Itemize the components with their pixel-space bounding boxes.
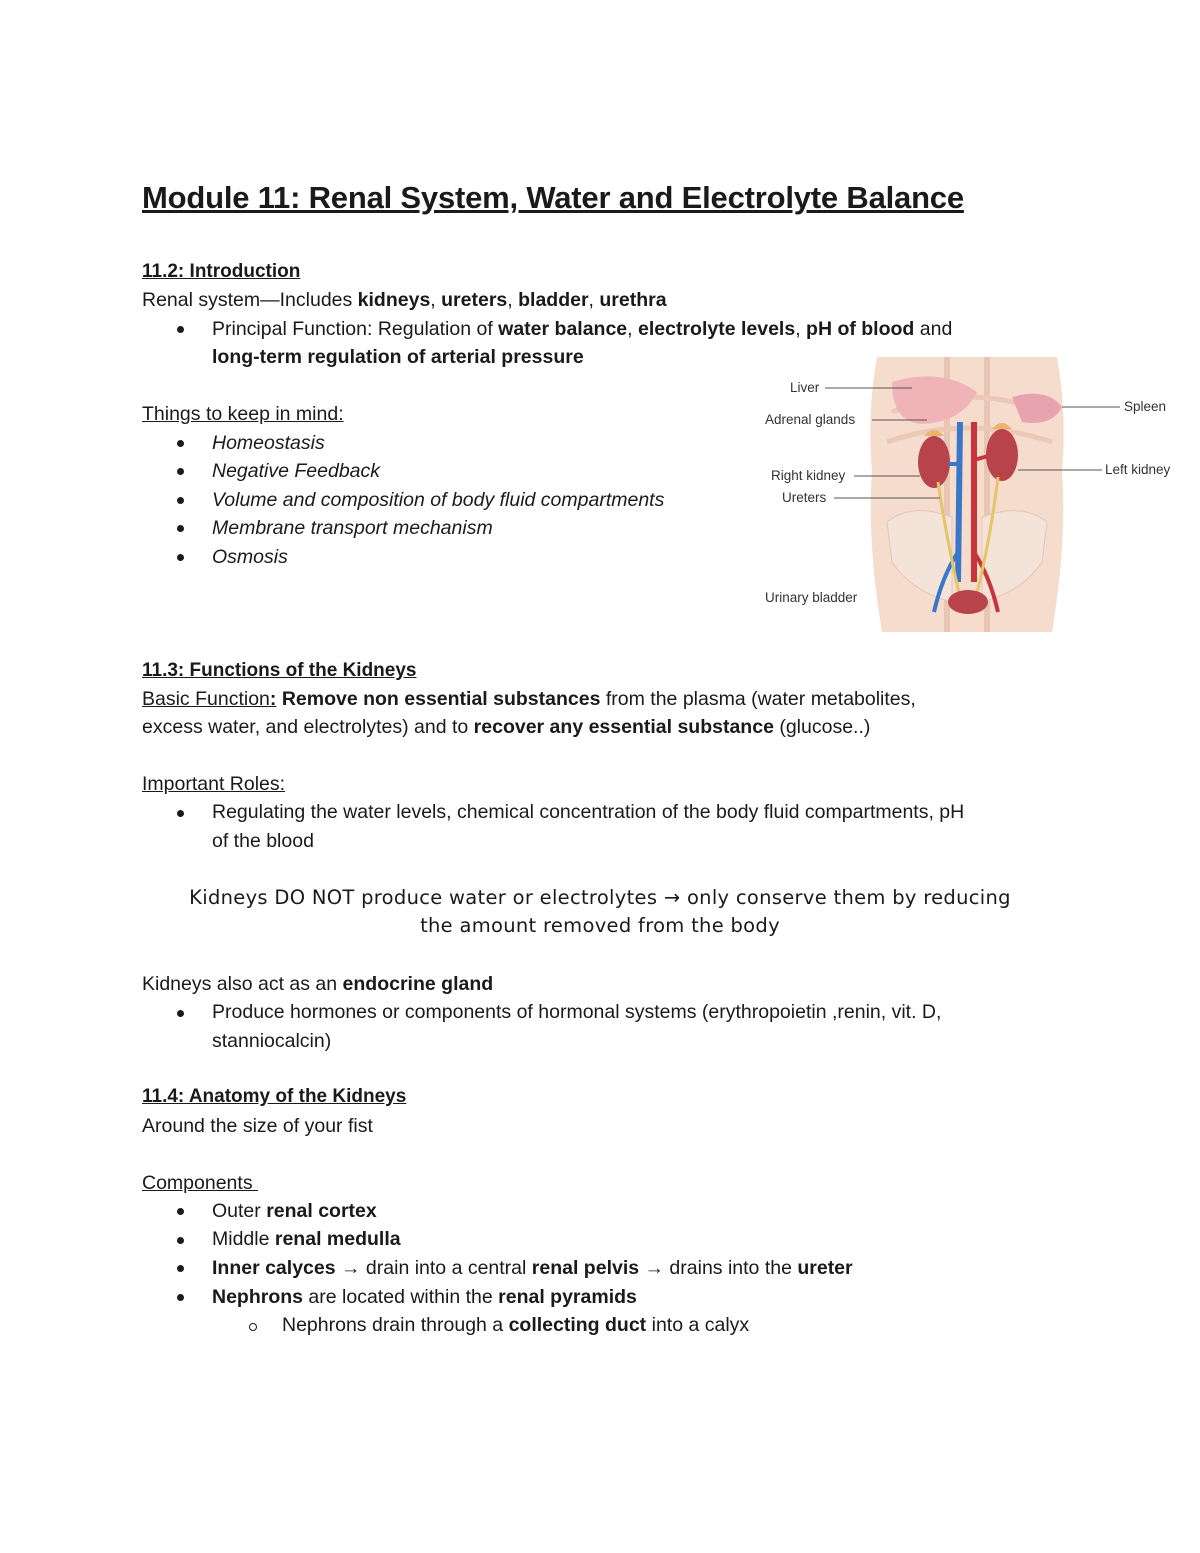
centered-note-line2: the amount removed from the body xyxy=(420,914,780,937)
term-ureter: ureter xyxy=(797,1257,853,1279)
section-heading-functions: 11.3: Functions of the Kidneys xyxy=(142,660,417,681)
term-ph-of-blood: pH of blood xyxy=(806,318,915,340)
text: Nephrons drain through a xyxy=(282,1314,509,1336)
term-water-balance: water balance xyxy=(498,318,628,340)
text: into a calyx xyxy=(646,1314,750,1336)
term-renal-pyramids: renal pyramids xyxy=(498,1286,637,1308)
term-kidneys: kidneys xyxy=(357,289,431,311)
bullet-icon xyxy=(177,1237,184,1244)
term-renal-cortex: renal cortex xyxy=(266,1200,377,1222)
text: excess water, and electrolytes) and to xyxy=(142,716,474,738)
bullet-icon xyxy=(177,1265,184,1272)
keep-in-mind-label: Things to keep in mind: xyxy=(142,403,344,425)
bullet-icon xyxy=(177,810,184,817)
bullet-icon xyxy=(177,554,184,561)
keep-item: Osmosis xyxy=(212,546,288,568)
sep: , xyxy=(507,289,519,311)
diagram-label-ureters: Ureters xyxy=(782,490,827,505)
bullet-icon xyxy=(177,326,184,333)
text: Middle xyxy=(212,1228,275,1250)
endocrine-item-line1: Produce hormones or components of hormonal systems (erythropoietin ,renin, vit. D, xyxy=(212,1001,942,1023)
bullet-icon xyxy=(177,1294,184,1301)
text: → drains into the xyxy=(639,1257,798,1279)
text: Renal system—Includes xyxy=(142,289,358,311)
term-recover: recover any essential substance xyxy=(473,716,774,738)
keep-item: Negative Feedback xyxy=(212,460,381,482)
text: (glucose..) xyxy=(773,716,871,738)
term-ureters: ureters xyxy=(441,289,508,311)
component-nephrons xyxy=(212,1283,637,1311)
nephron-subitem xyxy=(282,1311,749,1339)
term-renal-pelvis: renal pelvis xyxy=(531,1257,640,1279)
component-cortex xyxy=(212,1197,377,1225)
term-bladder: bladder xyxy=(518,289,589,311)
basic-function-line2 xyxy=(142,713,870,741)
page-title: Module 11: Renal System, Water and Electrolyte Balance xyxy=(142,180,964,215)
bullet-icon xyxy=(177,1208,184,1215)
diagram-label-spleen: Spleen xyxy=(1124,399,1167,414)
role-line1: Regulating the water levels, chemical concentration of the body fluid compartments, pH xyxy=(212,801,965,823)
term-urethra: urethra xyxy=(599,289,667,311)
bullet-icon xyxy=(177,440,184,447)
basic-function-line1 xyxy=(142,685,916,713)
term-nephrons: Nephrons xyxy=(212,1286,304,1308)
keep-item: Membrane transport mechanism xyxy=(212,517,493,539)
text: are located within the xyxy=(303,1286,499,1308)
basic-function-label: Basic Function xyxy=(142,688,270,710)
bullet-icon xyxy=(177,525,184,532)
text: and xyxy=(914,318,953,340)
sep: , xyxy=(627,318,638,340)
bullet-icon xyxy=(177,497,184,504)
colon: : xyxy=(269,688,277,710)
component-calyces xyxy=(212,1254,853,1282)
endocrine-line xyxy=(142,970,493,998)
diagram-label-right-kidney: Right kidney xyxy=(771,468,846,483)
kidney-size-line: Around the size of your fist xyxy=(142,1115,373,1137)
component-medulla xyxy=(212,1225,401,1253)
bullet-icon xyxy=(177,468,184,475)
diagram-label-left-kidney: Left kidney xyxy=(1105,462,1171,477)
section-heading-introduction: 11.2: Introduction xyxy=(142,261,301,282)
text: from the plasma (water metabolites, xyxy=(600,688,916,710)
renal-system-line xyxy=(142,286,667,314)
sep: , xyxy=(588,289,600,311)
endocrine-item-line2: stanniocalcin) xyxy=(212,1030,332,1052)
keep-item: Volume and composition of body fluid compartments xyxy=(212,489,665,511)
diagram-label-urinary-bladder: Urinary bladder xyxy=(765,590,858,605)
term-collecting-duct: collecting duct xyxy=(508,1314,647,1336)
text: Kidneys also act as an xyxy=(142,973,343,995)
hollow-bullet-icon xyxy=(249,1323,257,1331)
term-arterial-pressure: long-term regulation of arterial pressure xyxy=(212,346,584,368)
term-electrolyte-levels: electrolyte levels xyxy=(638,318,796,340)
centered-note-line1: Kidneys DO NOT produce water or electrolytes → only conserve them by reducing xyxy=(189,886,1011,909)
diagram-label-adrenal-glands: Adrenal glands xyxy=(765,412,856,427)
important-roles-label: Important Roles: xyxy=(142,773,286,795)
bullet-icon xyxy=(177,1010,184,1017)
term-remove: Remove non essential substances xyxy=(276,688,601,710)
section-heading-anatomy: 11.4: Anatomy of the Kidneys xyxy=(142,1086,407,1107)
components-label: Components xyxy=(142,1172,258,1194)
keep-item: Homeostasis xyxy=(212,432,325,454)
text: Principal Function: Regulation of xyxy=(212,318,499,340)
sep: , xyxy=(430,289,442,311)
diagram-label-liver: Liver xyxy=(790,380,820,395)
term-renal-medulla: renal medulla xyxy=(274,1228,401,1250)
term-inner-calyces: Inner calyces xyxy=(212,1257,336,1279)
urinary-system-diagram xyxy=(762,352,1182,637)
term-endocrine-gland: endocrine gland xyxy=(342,973,494,995)
sep: , xyxy=(795,318,807,340)
text: Outer xyxy=(212,1200,267,1222)
principal-function-line2 xyxy=(212,343,584,371)
principal-function-line1 xyxy=(212,315,952,343)
role-line2: of the blood xyxy=(212,830,314,852)
text: → drain into a central xyxy=(335,1257,532,1279)
